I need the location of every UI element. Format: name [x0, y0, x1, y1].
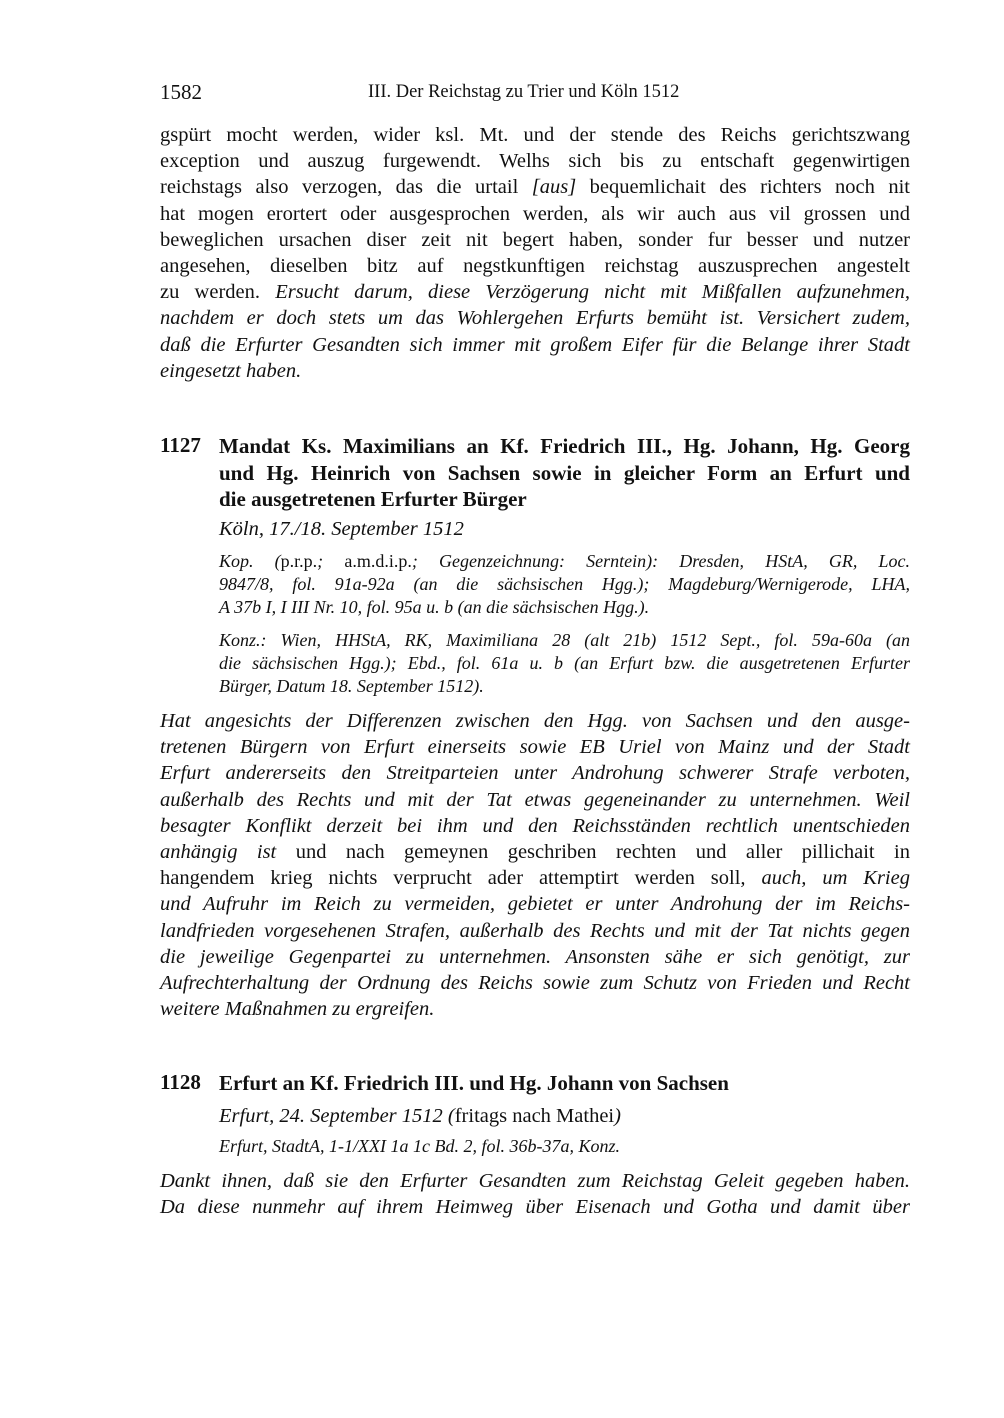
roman-text: bequemlichait des richters noch nit: [576, 176, 910, 199]
text-line: [160, 122, 910, 148]
roman-text: zu werden.: [160, 281, 276, 304]
italic-text: 9847/8, fol. 91a-92a (an die sächsischen Hgg.); Magdeburg/Wernigerode, LHA,: [219, 574, 910, 594]
italic-text: ): [614, 1105, 621, 1127]
italic-text: Erfurt, StadtA, 1-1/XXI 1a 1c Bd. 2, fol. 36b-37a, Konz.: [219, 1136, 620, 1156]
summary-line: [160, 918, 910, 944]
page-number: 1582: [160, 80, 202, 104]
entry-title-line: [219, 433, 910, 459]
italic-text: weitere Maßnahmen zu ergreifen.: [160, 998, 435, 1021]
text-line: [160, 305, 910, 331]
roman-text: hangendem krieg nichts verprucht ader attemptirt werden soll: [160, 867, 741, 890]
italic-text: ;: [317, 551, 345, 571]
italic-text: A 37b I, I III Nr. 10, fol. 95a u. b (an die sächsischen Hgg.).: [219, 597, 650, 617]
source-line: [219, 550, 910, 573]
roman-text: die ausgetretenen Erfurter Bürger: [219, 487, 527, 511]
summary-line: [160, 970, 910, 996]
place-date: [219, 1103, 910, 1129]
summary-line: [160, 760, 910, 786]
text-line: [160, 201, 910, 227]
roman-text: und nach gemeynen geschriben rechten und aller pillichait in: [276, 841, 910, 863]
entry-title-line: [219, 486, 910, 512]
source-line: [219, 573, 910, 596]
entry-number: 1127: [160, 433, 201, 457]
roman-text: hat mogen erortert oder ausgesprochen werden, als wir auch aus vil grossen und: [160, 202, 910, 225]
summary-line: [160, 1194, 910, 1220]
summary-line: [160, 1168, 910, 1194]
summary-line: [160, 708, 910, 734]
text-line: [160, 279, 910, 305]
italic-text: Da diese nunmehr auf ihrem Heimweg über Eisenach und Gotha und damit über: [160, 1196, 910, 1219]
italic-text: landfrieden vorgesehenen Strafen, außerhalb des Rechts und mit der Tat nichts gegen: [160, 919, 910, 942]
roman-text: fritags nach Mathei: [454, 1105, 615, 1127]
place-date: [219, 516, 910, 542]
italic-text: außerhalb des Rechts und mit der Tat etwas gegeneinander zu unternehmen. Weil: [160, 788, 910, 811]
roman-text: beweglichen ursachen diser zeit nit begert haben, sonder fur besser und nutzer: [160, 228, 910, 251]
italic-text: Dankt ihnen, daß sie den Erfurter Gesandten zum Reichstag Geleit gegeben haben.: [160, 1170, 910, 1192]
source-line: [219, 629, 910, 652]
source-line: [219, 1135, 910, 1158]
roman-text: und Hg. Heinrich von Sachsen sowie in gleicher Form an Erfurt und: [219, 460, 910, 485]
text-line: [160, 227, 910, 253]
summary-line: [160, 996, 910, 1022]
running-title: III. Der Reichstag zu Trier und Köln 1512: [368, 82, 680, 102]
roman-text: a.m.d.i.p.: [344, 551, 412, 571]
roman-text: p.r.p.: [280, 551, 318, 571]
entry-number: 1128: [160, 1070, 201, 1094]
source-line: [219, 596, 910, 619]
italic-text: ; Gegenzeichnung: Serntein): Dresden, HStA, GR, Loc.: [411, 551, 910, 571]
text-line: [160, 148, 910, 174]
italic-text: [aus]: [531, 176, 577, 199]
source-line: [219, 675, 910, 698]
summary-line: [160, 839, 910, 865]
roman-text: gspürt mocht werden, wider ksl. Mt. und der stende des Reichs gerichtszwang: [160, 124, 910, 146]
italic-text: Konz.: Wien, HHStA, RK, Maximiliana 28 (alt 21b) 1512 Sept., fol. 59a-60a (an: [219, 630, 910, 650]
summary-line: [160, 813, 910, 839]
italic-text: Erfurt andererseits den Streitparteien unter Androhung schwerer Strafe verboten,: [160, 762, 910, 785]
roman-text: angesehen, dieselben bitz auf negstkunftigen reichstag auszusprechen angestelt: [160, 255, 910, 277]
italic-text: nachdem er doch stets um das Wohlergehen Erfurts bemüht ist. Versichert zudem,: [160, 307, 910, 330]
italic-text: Köln, 17./18. September 1512: [219, 518, 464, 540]
roman-text: exception und auszug furgewendt. Welhs sich bis zu entschaft gegenwirtigen: [160, 150, 910, 173]
italic-text: tretenen Bürgern von Erfurt einerseits sowie EB Uriel von Mainz und der Stadt: [160, 736, 910, 759]
entry-title-line: [219, 1070, 910, 1096]
italic-text: Erfurt, 24. September 1512 (: [219, 1105, 455, 1127]
italic-text: Bürger, Datum 18. September 1512).: [219, 676, 484, 696]
italic-text: Ersucht darum, diese Verzögerung nicht mit Mißfallen aufzunehmen,: [275, 281, 910, 304]
italic-text: eingesetzt haben.: [160, 359, 302, 382]
roman-text: Erfurt an Kf. Friedrich III. und Hg. Johann von Sachsen: [219, 1071, 729, 1095]
italic-text: , auch, um Krieg: [740, 867, 910, 890]
text-line: [160, 358, 910, 384]
summary-line: [160, 865, 910, 891]
italic-text: die sächsischen Hgg.); Ebd., fol. 61a u. b (an Erfurt bzw. die ausgetretenen Erfurter: [219, 653, 910, 673]
italic-text: daß die Erfurter Gesandten sich immer mit großem Eifer für die Belange ihrer Stadt: [160, 333, 910, 356]
summary-line: [160, 891, 910, 917]
entry-title-line: [219, 460, 910, 486]
summary-line: [160, 944, 910, 970]
text-line: [160, 332, 910, 358]
italic-text: die jeweilige Gegenpartei zu unternehmen. Ansonsten sähe er sich genötigt, zur: [160, 945, 910, 968]
italic-text: Aufrechterhaltung der Ordnung des Reichs sowie zum Schutz von Frieden und Recht: [160, 972, 910, 994]
roman-text: Mandat Ks. Maximilians an Kf. Friedrich III., Hg. Johann, Hg. Georg: [219, 434, 910, 458]
source-line: [219, 652, 910, 675]
text-line: [160, 174, 910, 200]
italic-text: Hat angesichts der Differenzen zwischen den Hgg. von Sachsen und den ausge-: [160, 710, 910, 732]
italic-text: besagter Konflikt derzeit bei ihm und den Reichsständen rechtlich unentschieden: [160, 814, 910, 837]
text-line: [160, 253, 910, 279]
italic-text: anhängig ist: [160, 841, 277, 863]
italic-text: Kop. (: [219, 551, 281, 571]
summary-line: [160, 787, 910, 813]
roman-text: reichstags also verzogen, das die urtail: [160, 176, 532, 199]
summary-line: [160, 734, 910, 760]
italic-text: und Aufruhr im Reich zu vermeiden, gebietet er unter Androhung der im Reichs-: [160, 893, 910, 916]
